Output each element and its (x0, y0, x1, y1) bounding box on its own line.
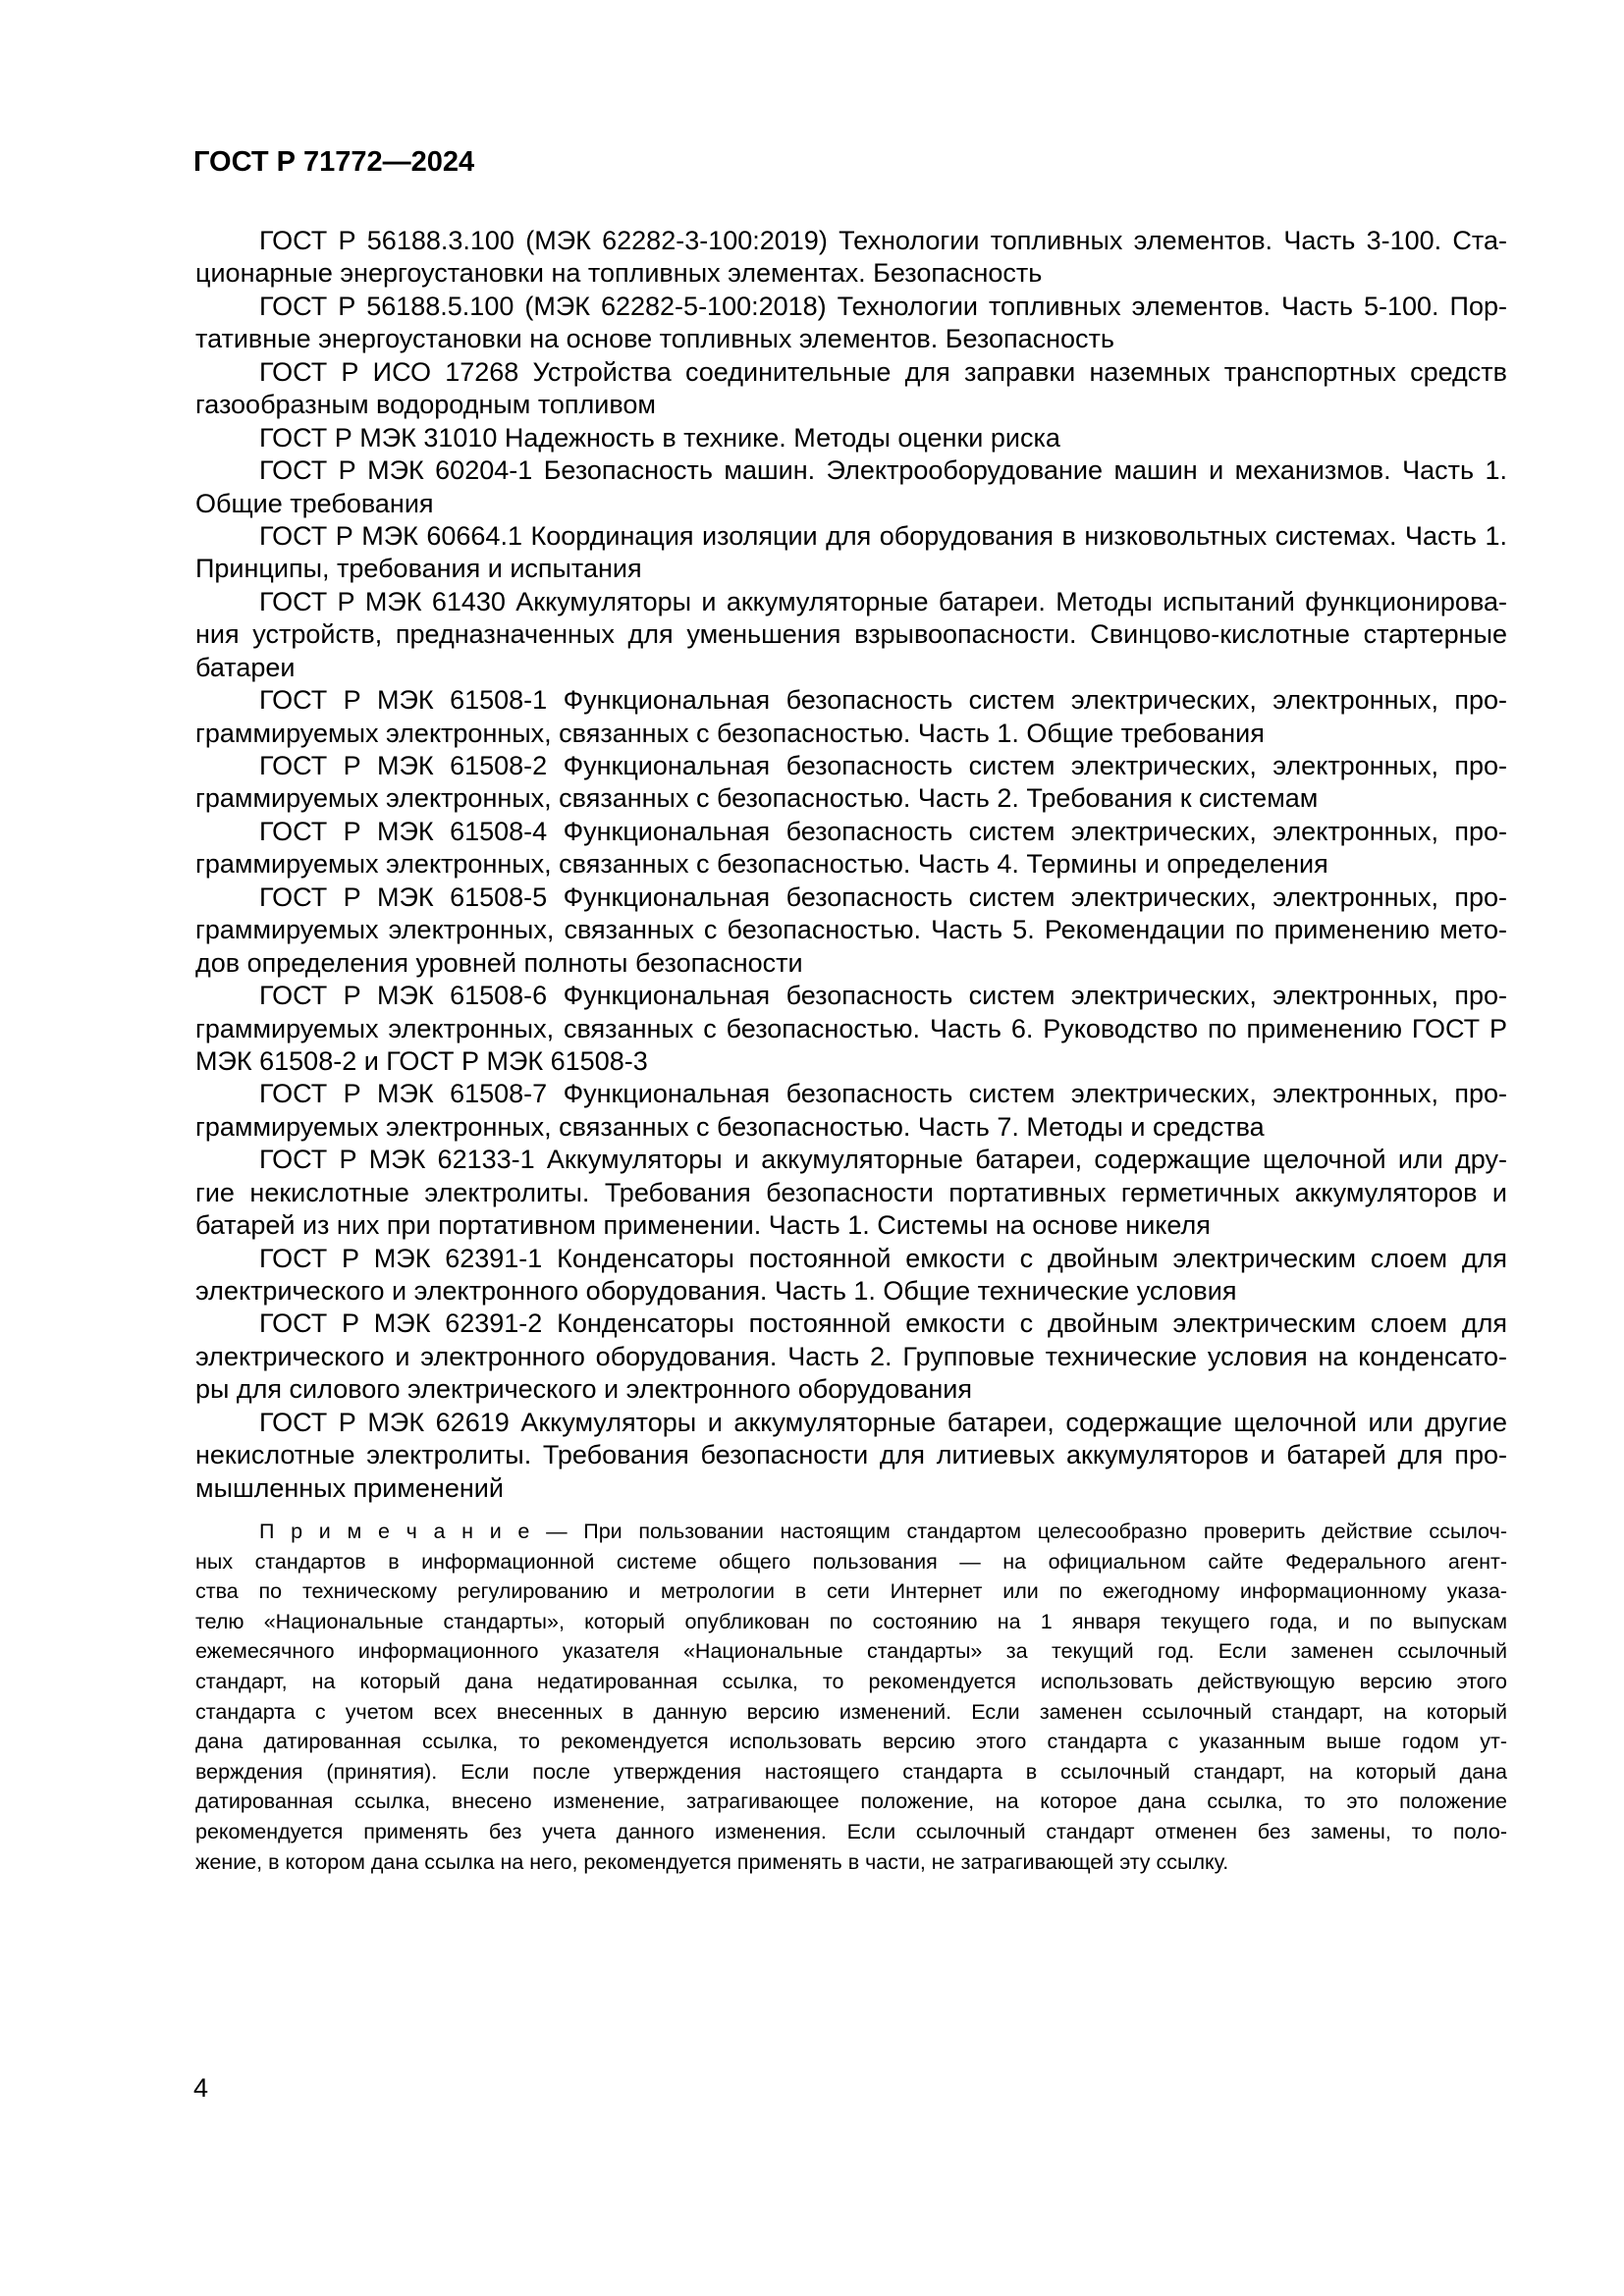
text-line: граммируемых электронных, связанных с безопасностью. Часть 6. Руководство по применению ГОСТ Р (195, 1013, 1507, 1043)
note-section (195, 1517, 1507, 1877)
text-line: жение, в котором дана ссылка на него, рекомендуется применять в части, не затрагивающей эту ссылку. (195, 1849, 1229, 1874)
text-line: Общие требования (195, 488, 434, 518)
text-line: гие некислотные электролиты. Требования безопасности портативных герметичных аккумуляторов и (195, 1177, 1507, 1207)
text-line: ГОСТ Р МЭК 61508-7 Функциональная безопасность систем электрических, электронных, про- (259, 1079, 1507, 1109)
text-line: ГОСТ Р МЭК 62391-2 Конденсаторы постоянной емкости с двойным электрическим слоем для (259, 1308, 1507, 1339)
text-line: ГОСТ Р МЭК 61508-1 Функциональная безопасность систем электрических, электронных, про- (259, 685, 1507, 716)
text-line: ния устройств, предназначенных для уменьшения взрывоопасности. Свинцово-кислотные стартерные (195, 619, 1507, 650)
text-line: граммируемых электронных, связанных с безопасностью. Часть 2. Требования к системам (195, 783, 1319, 814)
text-line: ГОСТ Р МЭК 61508-4 Функциональная безопасность систем электрических, электронных, про- (259, 816, 1507, 846)
text-line: граммируемых электронных, связанных с безопасностью. Часть 4. Термины и определения (195, 849, 1328, 880)
text-line: ГОСТ Р МЭК 31010 Надежность в технике. Методы оценки риска (259, 422, 1060, 453)
text-line: электрического и электронного оборудования. Часть 1. Общие технические условия (195, 1276, 1237, 1306)
text-line: ГОСТ Р 56188.3.100 (МЭК 62282-3-100:2019) Технологии топливных элементов. Часть 3-100. Ста- (259, 226, 1507, 255)
text-line: граммируемых электронных, связанных с безопасностью. Часть 5. Рекомендации по применению мето- (195, 915, 1507, 945)
text-line: ГОСТ Р МЭК 62133-1 Аккумуляторы и аккумуляторные батареи, содержащие щелочной или дру- (259, 1145, 1507, 1175)
text-line: некислотные электролиты. Требования безопасности для литиевых аккумуляторов и батарей для про- (195, 1440, 1507, 1470)
text-line: стандарт, на который дана недатированная ссылка, то рекомендуется использовать действующую версию этого (195, 1669, 1507, 1693)
text-line: ГОСТ Р МЭК 60204-1 Безопасность машин. Электрооборудование машин и механизмов. Часть 1. (259, 455, 1507, 486)
text-line: батарей из них при портативном применении. Часть 1. Системы на основе никеля (195, 1210, 1211, 1241)
references-section (195, 225, 1507, 1505)
text-line: МЭК 61508-2 и ГОСТ Р МЭК 61508-3 (195, 1045, 648, 1076)
text-line: граммируемых электронных, связанных с безопасностью. Часть 7. Методы и средства (195, 1111, 1265, 1142)
text-line: батареи (195, 652, 296, 682)
text-line: ГОСТ Р МЭК 60664.1 Координация изоляции для оборудования в низковольтных системах. Часть 1. (259, 520, 1507, 551)
text-line: электрического и электронного оборудования. Часть 2. Групповые технические условия на конденсато- (195, 1341, 1507, 1371)
page-number: 4 (193, 2073, 209, 2103)
text-line: датированная ссылка, внесено изменение, затрагивающее положение, на которое дана ссылка, то это положение (195, 1789, 1507, 1814)
text-line: тативные энергоустановки на основе топливных элементов. Безопасность (195, 324, 1114, 354)
text-line: стандарта с учетом всех внесенных в данную версию изменений. Если заменен ссылочный стандарт, на который (195, 1699, 1507, 1724)
text-line: ных стандартов в информационной системе общего пользования — на официальном сайте Федерального агент- (195, 1549, 1507, 1574)
text-line: ГОСТ Р МЭК 61508-2 Функциональная безопасность систем электрических, электронных, про- (259, 751, 1507, 780)
text-line: Принципы, требования и испытания (195, 554, 642, 584)
text-line: граммируемых электронных, связанных с безопасностью. Часть 1. Общие требования (195, 718, 1265, 748)
text-line: ГОСТ Р МЭК 62391-1 Конденсаторы постоянной емкости с двойным электрическим слоем для (259, 1243, 1507, 1273)
text-line: ционарные энергоустановки на топливных элементах. Безопасность (195, 258, 1043, 289)
text-line: рекомендуется применять без учета данного изменения. Если ссылочный стандарт отменен без замены, то поло- (195, 1819, 1507, 1843)
text-line: ства по техническому регулированию и метрологии в сети Интернет или по ежегодному информационному указа- (195, 1579, 1507, 1604)
text-line: ежемесячного информационного указателя «Национальные стандарты» за текущий год. Если заменен ссылочный (195, 1639, 1507, 1664)
text-line: ГОСТ Р МЭК 62619 Аккумуляторы и аккумуляторные батареи, содержащие щелочной или другие (259, 1407, 1507, 1437)
text-line: ры для силового электрического и электронного оборудования (195, 1374, 972, 1405)
text-line: П р и м е ч а н и е — При пользовании настоящим стандартом целесообразно проверить действие ссылоч- (259, 1520, 1507, 1543)
text-line: ГОСТ Р ИСО 17268 Устройства соединительные для заправки наземных транспортных средств (259, 356, 1507, 387)
text-line: ГОСТ Р 56188.5.100 (МЭК 62282-5-100:2018) Технологии топливных элементов. Часть 5-100. Пор- (259, 291, 1507, 321)
text-line: ГОСТ Р МЭК 61508-6 Функциональная безопасность систем электрических, электронных, про- (259, 981, 1507, 1011)
text-line: дов определения уровней полноты безопасности (195, 947, 803, 978)
text-line: ГОСТ Р МЭК 61508-5 Функциональная безопасность систем электрических, электронных, про- (259, 881, 1507, 912)
text-line: телю «Национальные стандарты», который опубликован по состоянию на 1 января текущего года, и по выпускам (195, 1609, 1507, 1633)
text-line: ГОСТ Р МЭК 61430 Аккумуляторы и аккумуляторные батареи. Методы испытаний функционирова- (259, 586, 1507, 616)
text-line: газообразным водородным топливом (195, 390, 656, 420)
text-line: верждения (принятия). Если после утверждения настоящего стандарта в ссылочный стандарт, на который дана (195, 1759, 1507, 1784)
text-line: мышленных применений (195, 1472, 504, 1503)
text-line: дана датированная ссылка, то рекомендуется использовать версию этого стандарта с указанным выше годом ут- (195, 1730, 1507, 1754)
document-header: ГОСТ Р 71772—2024 (193, 146, 475, 178)
